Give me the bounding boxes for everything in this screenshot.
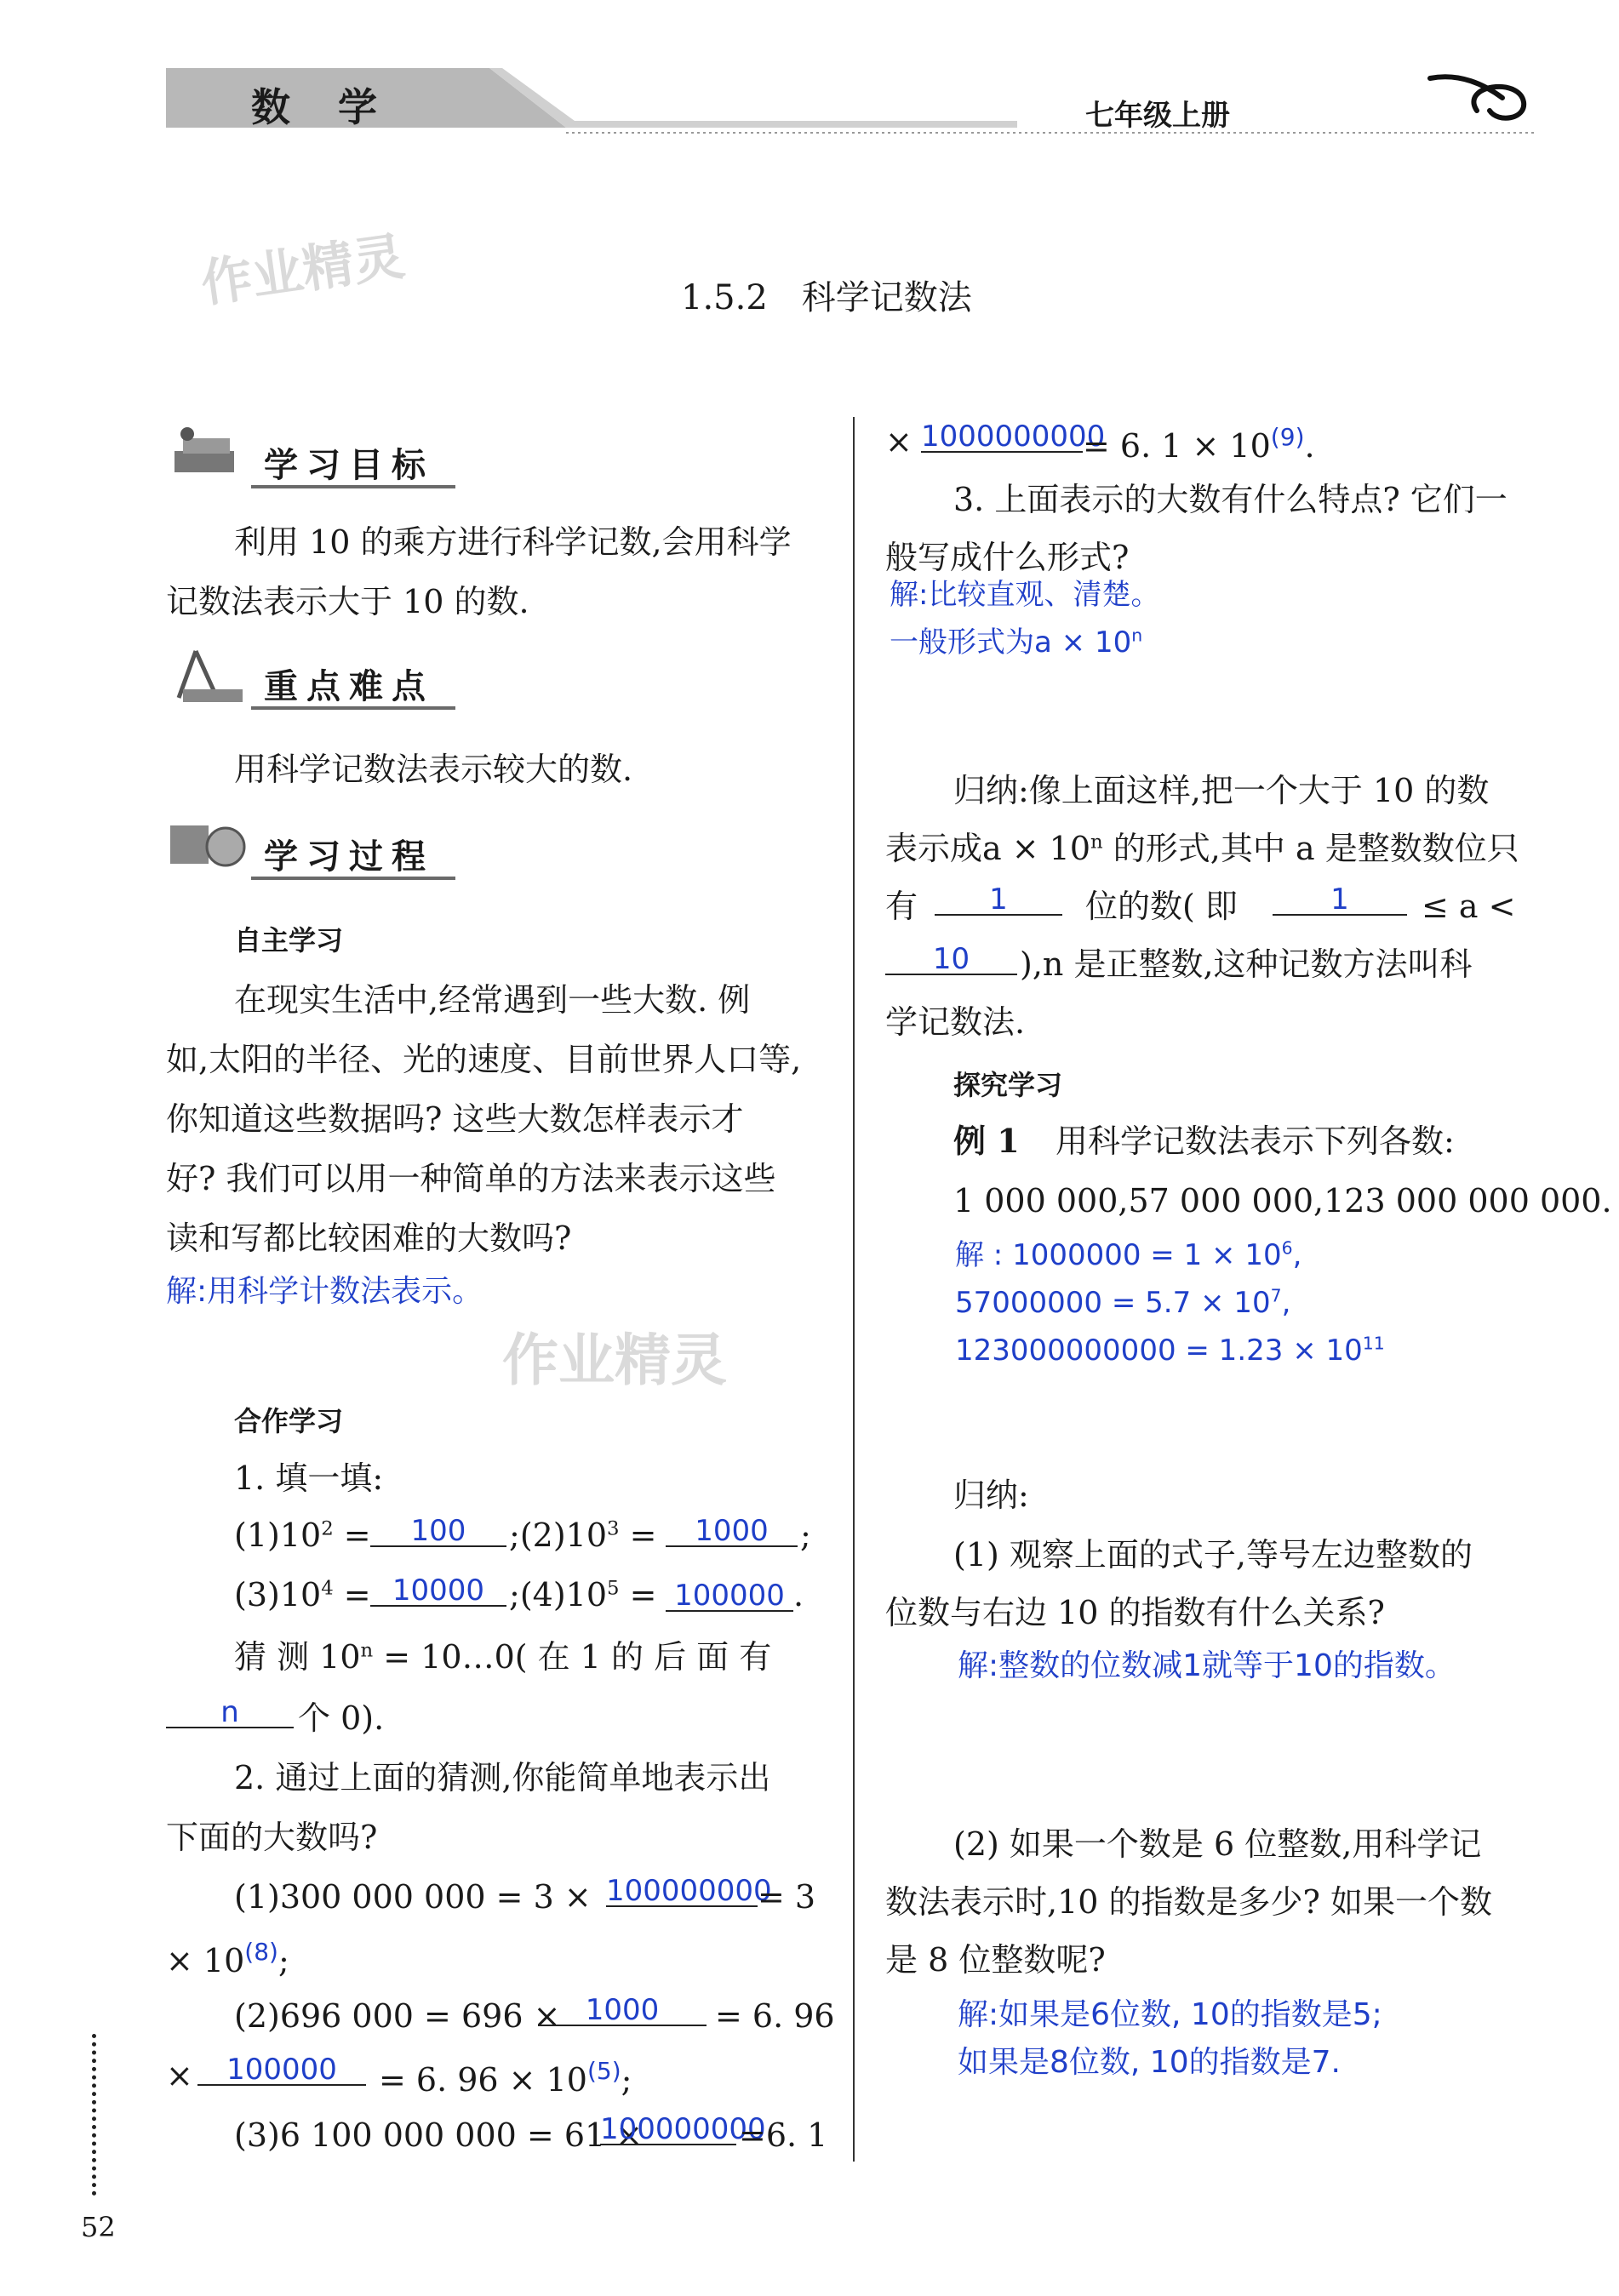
summary-line2: 表示成$a \times 10^n$ 的形式,其中 a 是整数数位只	[885, 830, 1519, 867]
r1-answer: 解:整数的位数减1就等于10的指数。	[958, 1648, 1456, 1683]
example1-answer-3: $123000000000 = 1.23 \times 10^{11}$	[955, 1333, 1385, 1368]
coop-heading: 合作学习	[234, 1405, 344, 1437]
header-grade: 七年级上册	[1085, 99, 1230, 133]
r1-line2: 位数与右边 10 的指数有什么关系?	[885, 1594, 1385, 1631]
header-banner	[166, 61, 1536, 138]
key-heading-underline	[251, 706, 455, 710]
header-logo-icon	[1426, 68, 1536, 128]
q3-line1: 3. 上面表示的大数有什么特点? 它们一	[953, 481, 1507, 518]
self-study-p2: 如,太阳的半径、光的速度、目前世界人口等,	[166, 1041, 802, 1078]
self-study-answer: 解:用科学计数法表示。	[166, 1274, 483, 1309]
r2-line2: 数法表示时,10 的指数是多少? 如果一个数	[885, 1883, 1492, 1921]
summary-answer-1: 1	[935, 885, 1062, 916]
coop-q1: 1. 填一填:	[234, 1459, 384, 1497]
r2-answer-2: 如果是8位数, 10的指数是7.	[958, 2045, 1341, 2080]
summary-answer-3: 10	[885, 945, 1017, 975]
example1-label: 例 1	[953, 1122, 1020, 1160]
example1-answer-2: $57000000 = 5.7 \times 10^7$,	[955, 1285, 1291, 1320]
q2-1-prefix: (1)300 000 000 = 3 ×	[234, 1878, 592, 1916]
self-study-p5: 读和写都比较困难的大数吗?	[166, 1219, 572, 1257]
coop-q2-line2: 下面的大数吗?	[166, 1819, 378, 1856]
r2-answer-1: 解:如果是6位数, 10的指数是5;	[958, 1997, 1382, 2032]
summary-answer-2: 1	[1273, 885, 1407, 916]
r2-line3: 是 8 位整数呢?	[885, 1941, 1106, 1979]
q2-2-suffix: = 6. 96	[715, 1997, 835, 2035]
page-title: 1.5.2 科学记数法	[681, 278, 972, 317]
watermark-middle: 作业精灵	[502, 1328, 727, 1393]
q2-3-continuation-tail: = 6. $1 \times 10^{(9)}$.	[1083, 423, 1315, 465]
q3-line2: 般写成什么形式?	[885, 539, 1130, 576]
fill-b-label: $;(2)10^3$ =	[509, 1516, 657, 1554]
fill-a-label: $(1)10^2$ =	[234, 1516, 371, 1554]
key-heading: 重点难点	[264, 666, 434, 706]
fill-b-answer: 1000	[666, 1516, 798, 1547]
goals-line-1: 利用 10 的乘方进行科学记数,会用科学	[234, 523, 792, 561]
fill-c-answer: 10000	[370, 1576, 506, 1607]
self-study-p1: 在现实生活中,经常遇到一些大数. 例	[234, 981, 751, 1019]
summary-line3-c: ≤ a <	[1422, 888, 1516, 925]
induction-heading: 归纳:	[953, 1476, 1029, 1514]
q2-2-answer-1: 1000	[538, 1996, 707, 2026]
q2-3-continuation-answer: 1000000000	[921, 420, 1106, 454]
guess-end: 个 0).	[298, 1699, 385, 1737]
q2-2-times: ×	[166, 2057, 193, 2094]
fill-d-label: $;(4)10^5$ =	[509, 1576, 657, 1613]
summary-line1: 归纳:像上面这样,把一个大于 10 的数	[953, 772, 1490, 809]
coop-q2-line1: 2. 通过上面的猜测,你能简单地表示出	[234, 1759, 771, 1796]
goals-line-2: 记数法表示大于 10 的数.	[166, 583, 529, 620]
fill-a-answer: 100	[370, 1516, 506, 1547]
fill-d-end: .	[793, 1576, 804, 1613]
page-dots	[92, 2034, 96, 2196]
guess-line: 猜 测 10$^n$ = 10…0( 在 1 的 后 面 有	[234, 1638, 772, 1676]
q2-3-prefix: (3)6 100 000 000 = 61 ×	[234, 2116, 644, 2154]
compass-icon	[166, 647, 251, 706]
process-heading: 学习过程	[264, 837, 434, 877]
fill-b-end: ;	[800, 1516, 811, 1554]
q2-1-answer: 100000000	[606, 1874, 772, 1908]
example1-numbers: 1 000 000,57 000 000,123 000 000 000.	[953, 1182, 1612, 1219]
key-line-1: 用科学记数法表示较大的数.	[234, 751, 633, 788]
q2-3-continuation: ×	[885, 423, 912, 460]
column-divider	[853, 417, 855, 2162]
q2-1-power: × $10^{(8)}$;	[166, 1938, 289, 1979]
self-study-p4: 好? 我们可以用一种简单的方法来表示这些	[166, 1160, 776, 1197]
books-icon	[166, 426, 251, 485]
key-heading-block	[166, 647, 455, 715]
guess-answer: n	[166, 1698, 294, 1728]
self-study-p3: 你知道这些数据吗? 这些大数怎样表示才	[166, 1100, 744, 1138]
goals-heading: 学习目标	[264, 445, 434, 485]
explore-heading: 探究学习	[953, 1069, 1063, 1101]
q2-3-answer: 100000000	[600, 2112, 766, 2146]
page-number: 52	[81, 2211, 116, 2243]
summary-line4: ),n 是正整数,这种记数方法叫科	[1020, 945, 1473, 983]
q3-answer-1: 解:比较直观、清楚。	[890, 578, 1160, 612]
process-heading-underline	[251, 877, 455, 880]
fill-d-answer: 100000	[666, 1581, 793, 1612]
q2-2-tail: = 6. $96 \times 10^{(5)}$;	[379, 2057, 632, 2099]
q2-2-prefix: (2)696 000 = 696 ×	[234, 1997, 561, 2035]
r1-line1: (1) 观察上面的式子,等号左边整数的	[953, 1536, 1473, 1574]
goals-heading-block	[166, 426, 455, 494]
summary-line5: 学记数法.	[885, 1003, 1026, 1041]
watermark-top: 作业精灵	[197, 226, 409, 315]
process-heading-block	[166, 808, 455, 885]
q2-1-suffix: = 3	[758, 1878, 816, 1916]
q3-answer-2: 一般形式为$a \times 10^n$	[890, 625, 1143, 660]
example1-answer-1: 解 : $1000000 = 1 \times 10^6$,	[955, 1237, 1302, 1272]
summary-line3-a: 有	[885, 888, 918, 925]
summary-line3-b: 位的数( 即	[1085, 888, 1238, 925]
goals-heading-underline	[251, 485, 455, 488]
q2-3-suffix: =6. 1	[739, 2116, 828, 2154]
self-study-heading: 自主学习	[234, 924, 344, 957]
header-subject: 数 学	[251, 84, 395, 130]
example1-text: 用科学记数法表示下列各数:	[1055, 1122, 1455, 1160]
globe-icon	[166, 808, 251, 877]
r2-line1: (2) 如果一个数是 6 位整数,用科学记	[953, 1825, 1482, 1863]
fill-c-label: $(3)10^4$ =	[234, 1576, 371, 1613]
q2-2-answer-2: 100000	[197, 2055, 366, 2086]
